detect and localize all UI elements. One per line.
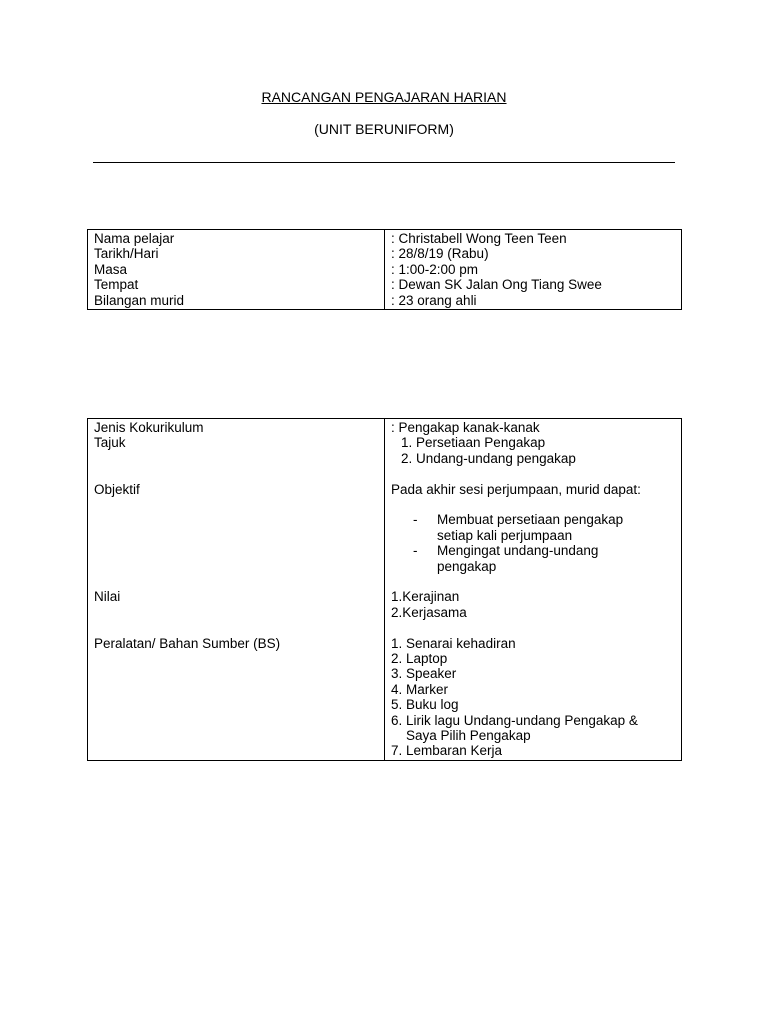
value-bilangan-murid: : 23 orang ahli	[391, 292, 477, 308]
info-values-cell	[385, 230, 682, 310]
nilai-item: 1.Kerajinan	[391, 589, 460, 605]
peralatan-item: 4. Marker	[391, 681, 449, 697]
objektif-item-line: Membuat persetiaan pengakap	[437, 512, 624, 528]
lesson-plan-table	[87, 418, 682, 761]
label-tempat: Tempat	[94, 277, 139, 293]
peralatan-item: 7. Lembaran Kerja	[391, 743, 503, 759]
label-tarikh-hari: Tarikh/Hari	[94, 246, 159, 262]
peralatan-item: 2. Laptop	[391, 651, 448, 667]
peralatan-item-continuation: Saya Pilih Pengakap	[406, 728, 531, 744]
value-jenis-kokurikulum: : Pengakap kanak-kanak	[391, 420, 540, 435]
tajuk-item: 2. Undang-undang pengakap	[401, 450, 576, 466]
label-nilai: Nilai	[94, 589, 121, 605]
value-nama-pelajar: : Christabell Wong Teen Teen	[391, 231, 567, 246]
document-subtitle: (UNIT BERUNIFORM)	[314, 121, 454, 137]
objektif-item-line: pengakap	[437, 558, 497, 574]
plan-values-cell	[385, 419, 682, 761]
objektif-item	[391, 543, 675, 574]
plan-labels-cell	[88, 419, 385, 761]
info-labels-cell	[88, 230, 385, 310]
peralatan-item: 5. Buku log	[391, 697, 459, 713]
value-masa: : 1:00-2:00 pm	[391, 261, 479, 277]
objektif-item	[391, 512, 675, 543]
objektif-item-line: setiap kali perjumpaan	[437, 527, 573, 543]
label-objektif: Objektif	[94, 481, 140, 497]
label-masa: Masa	[94, 261, 128, 277]
tajuk-item: 1. Persetiaan Pengakap	[401, 435, 546, 451]
value-tarikh-hari: : 28/8/19 (Rabu)	[391, 246, 489, 262]
value-tempat: : Dewan SK Jalan Ong Tiang Swee	[391, 277, 602, 293]
dash-bullet: -	[413, 512, 418, 528]
peralatan-item: 3. Speaker	[391, 666, 457, 682]
objektif-item-line: Mengingat undang-undang	[437, 543, 599, 559]
label-jenis-kokurikulum: Jenis Kokurikulum	[94, 420, 204, 435]
label-peralatan: Peralatan/ Bahan Sumber (BS)	[94, 635, 281, 651]
nilai-item: 2.Kerjasama	[391, 604, 467, 620]
dash-bullet: -	[413, 543, 418, 559]
horizontal-rule	[93, 162, 675, 163]
peralatan-item: 1. Senarai kehadiran	[391, 635, 516, 651]
objektif-intro: Pada akhir sesi perjumpaan, murid dapat:	[391, 481, 641, 497]
label-nama-pelajar: Nama pelajar	[94, 231, 175, 246]
student-info-table	[87, 229, 682, 310]
peralatan-item: 6. Lirik lagu Undang-undang Pengakap &	[391, 712, 638, 728]
label-bilangan-murid: Bilangan murid	[94, 292, 185, 308]
label-tajuk: Tajuk	[94, 435, 126, 451]
document-title: RANCANGAN PENGAJARAN HARIAN	[261, 89, 507, 105]
